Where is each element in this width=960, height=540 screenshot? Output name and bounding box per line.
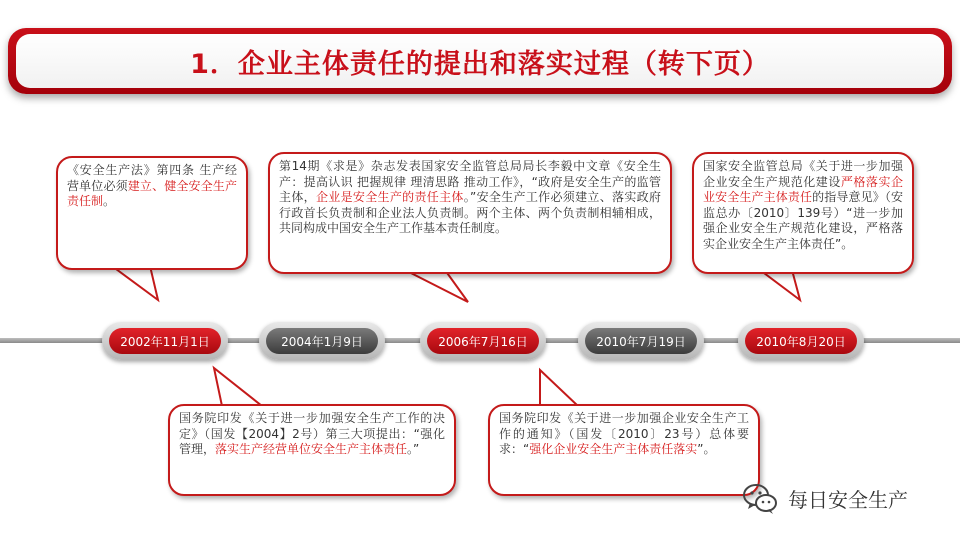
callout-2002-highlight: 建立、健全安全生产责任制 <box>67 178 237 208</box>
callout-2004-text-end: 。” <box>407 442 420 456</box>
timeline-date: 2002年11月1日 <box>109 328 221 354</box>
callout-2010aug <box>692 152 914 274</box>
timeline-node-2010aug <box>738 322 864 360</box>
tail-2010aug <box>760 270 800 300</box>
tail-2004 <box>214 368 262 406</box>
callout-2006-text-end: 。”安全生产工作必须建立、落实政府行政首长负责制和企业法人负责制。两个主体、两个负责制相辅相成，共同构成中国安全生产工作基本责任制度。 <box>279 190 661 235</box>
callout-2006-highlight: 企业是安全生产的责任主体 <box>315 190 464 204</box>
callout-2010aug-text: 国家安全监管总局《关于进一步加强企业安全生产规范化建设 <box>703 159 903 189</box>
tail-2006 <box>405 270 468 302</box>
title-panel <box>16 34 944 88</box>
callout-2004-highlight: 落实生产经营单位安全生产主体责任 <box>215 442 408 456</box>
timeline-date: 2010年8月20日 <box>745 328 857 354</box>
timeline-node-2006 <box>420 322 546 360</box>
callout-2006 <box>268 152 672 274</box>
callout-2010jul-highlight: 强化企业安全生产主体责任落实 <box>529 442 698 456</box>
watermark <box>740 478 908 518</box>
callout-2002 <box>56 156 248 270</box>
tail-2010jul <box>540 370 578 406</box>
timeline-date: 2010年7月19日 <box>585 328 697 354</box>
callout-2002-text: 《安全生产法》第四条 生产经营单位必须 <box>67 163 237 193</box>
page-title: 1．企业主体责任的提出和落实过程（转下页） <box>190 48 770 80</box>
callout-2006-text: 第14期《求是》杂志发表国家安全监管总局局长李毅中文章《安全生产：提高认识 把握规律 理清思路 推动工作》，“政府是安全生产的监管主体， <box>279 159 661 204</box>
callout-2002-text-end: 。 <box>103 194 116 208</box>
timeline-node-2002 <box>102 322 228 360</box>
callout-2004-text: 国务院印发《关于进一步加强安全生产工作的决定》（国发【2004】2号）第三大项提出：“强化管理， <box>179 411 445 456</box>
callout-2004 <box>168 404 456 496</box>
wechat-icon <box>740 478 780 518</box>
timeline-date: 2004年1月9日 <box>266 328 378 354</box>
timeline-date: 2006年7月16日 <box>427 328 539 354</box>
callout-2010jul <box>488 404 760 496</box>
callout-2010aug-highlight: 严格落实企业安全生产主体责任 <box>703 174 903 204</box>
callout-2010jul-text-end: ”。 <box>697 442 716 456</box>
callout-2010aug-text-end: 的指导意见》（安监总办〔2010〕139号）“进一步加强企业安全生产规范化建设，严格落实企业安全生产主体责任”。 <box>703 190 903 251</box>
watermark-text: 每日安全生产 <box>788 487 908 512</box>
callout-2010jul-text: 国务院印发《关于进一步加强企业安全生产工作的通知》（国发〔2010〕23号）总体要求：“ <box>499 411 749 456</box>
timeline-node-2004 <box>259 322 385 360</box>
tail-2002 <box>112 266 158 300</box>
timeline-node-2010jul <box>578 322 704 360</box>
